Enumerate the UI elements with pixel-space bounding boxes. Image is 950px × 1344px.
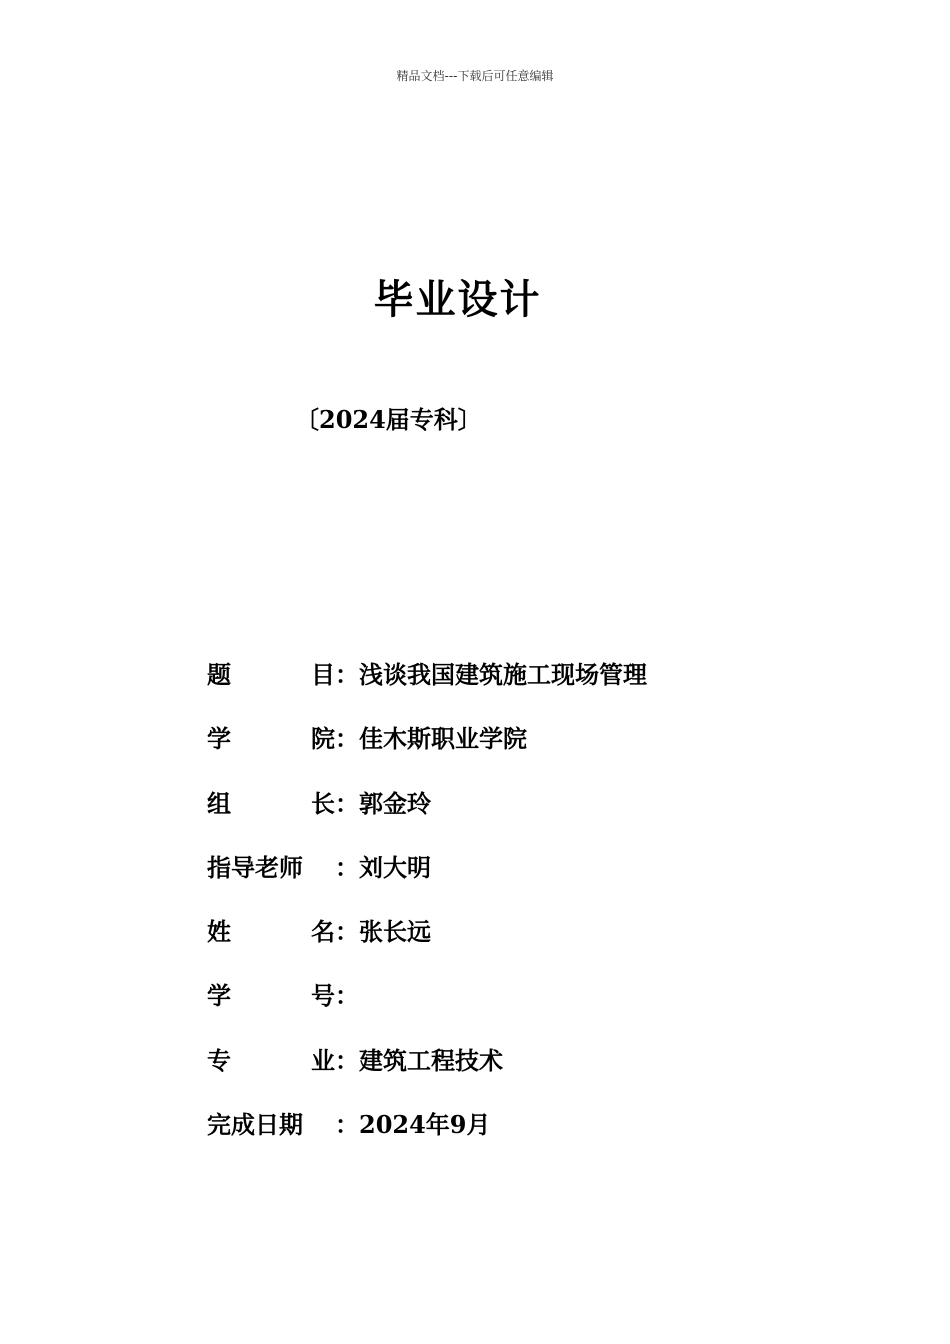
info-label-char: 目 (311, 660, 335, 689)
info-value-group-leader: 郭金玲 (359, 788, 431, 818)
info-colon: ： (335, 981, 359, 1011)
document-title: 毕业设计 (373, 276, 542, 323)
document-subtitle: 〔2024届专科〕 (295, 405, 482, 434)
page-header: 精品文档---下载后可任意编辑 (396, 69, 554, 83)
info-label-char: 组 (207, 788, 231, 818)
info-row-college (207, 719, 857, 783)
info-label-char: 业 (311, 1045, 335, 1075)
info-row-completion-date (207, 1105, 857, 1169)
info-value-completion-date: 2024年9月 (359, 1110, 491, 1140)
info-colon: ： (335, 1110, 359, 1140)
info-row-advisor (207, 848, 857, 912)
info-row-name (207, 912, 857, 976)
info-label-char: 名 (311, 917, 335, 947)
info-value-topic: 浅谈我国建筑施工现场管理 (359, 660, 647, 689)
info-value-name: 张长远 (359, 917, 431, 947)
info-label-char: 专 (207, 1045, 231, 1075)
info-label-char: 号 (311, 981, 335, 1011)
info-row-topic (207, 655, 857, 719)
info-colon: ： (335, 917, 359, 947)
info-label-char: 长 (311, 788, 335, 818)
info-row-group-leader (207, 784, 857, 848)
info-label: 指导老师 (207, 852, 303, 882)
info-label (207, 976, 335, 1016)
info-row-major (207, 1041, 857, 1105)
info-label (207, 655, 335, 695)
info-label: 完成日期 (207, 1110, 303, 1140)
info-row-student-id (207, 976, 857, 1040)
info-value-college: 佳木斯职业学院 (359, 724, 527, 754)
info-colon: ： (335, 852, 359, 882)
info-label (207, 719, 335, 759)
info-label (207, 784, 335, 824)
info-colon: ： (335, 788, 359, 818)
info-colon: ： (335, 1045, 359, 1075)
info-value-major: 建筑工程技术 (359, 1045, 503, 1075)
info-label-char: 学 (207, 724, 231, 754)
cover-info-block (207, 655, 857, 1169)
info-label-char: 学 (207, 981, 231, 1011)
info-label-char: 题 (207, 660, 231, 689)
info-colon: ： (335, 724, 359, 754)
info-colon: ： (335, 660, 359, 689)
info-label (207, 1041, 335, 1081)
info-label-char: 姓 (207, 917, 231, 947)
info-value-advisor: 刘大明 (359, 852, 431, 882)
info-label (207, 912, 335, 952)
info-label-char: 院 (311, 724, 335, 754)
